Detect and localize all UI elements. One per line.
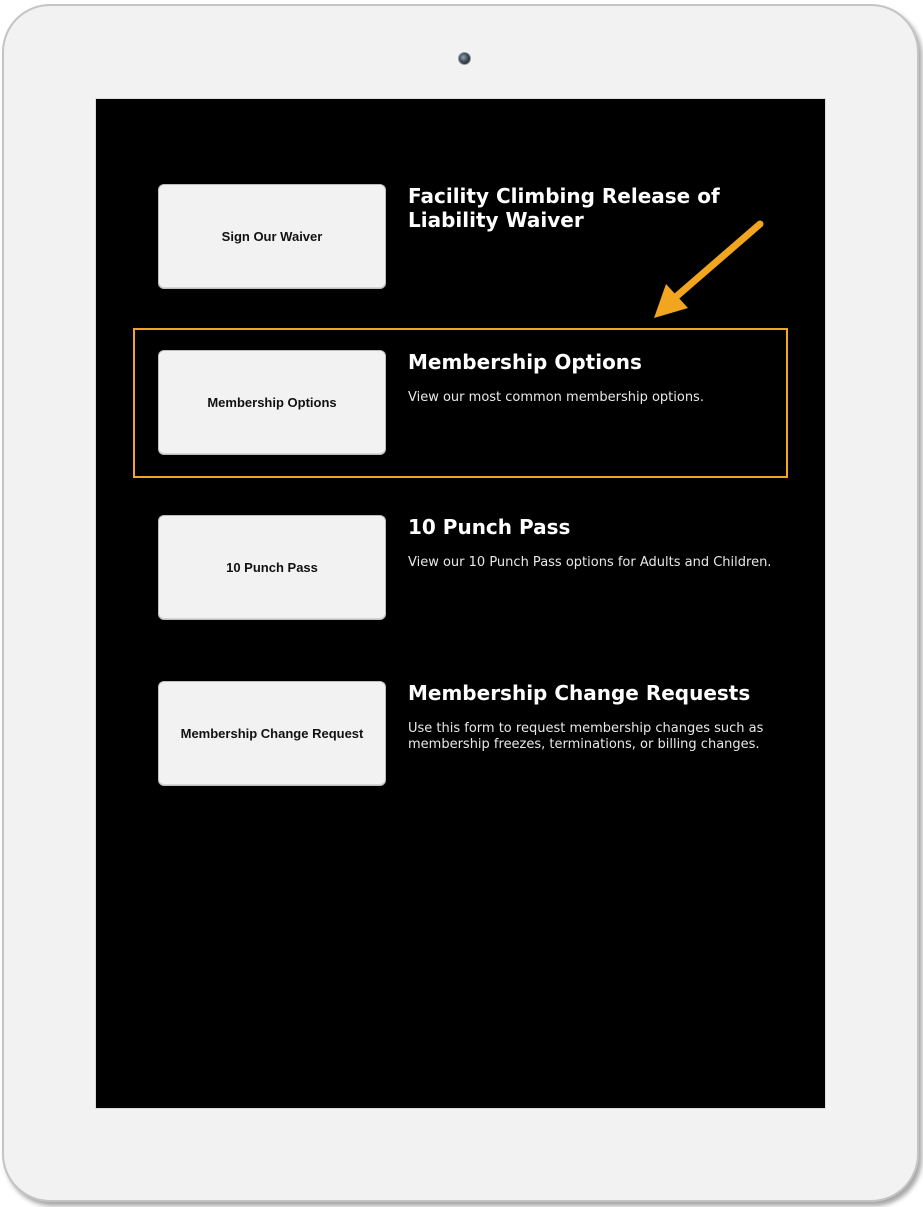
- membership-options-button[interactable]: Membership Options: [158, 350, 386, 455]
- highlight-box: [133, 328, 788, 478]
- membership-options-title: Membership Options: [408, 350, 642, 374]
- arrow-icon: [640, 210, 780, 335]
- membership-change-description: Use this form to request membership changes such as membership freezes, terminations, or billing changes.: [408, 721, 764, 752]
- punch-pass-button[interactable]: 10 Punch Pass: [158, 515, 386, 620]
- camera-icon: [458, 52, 471, 65]
- membership-options-description: View our most common membership options.: [408, 390, 704, 405]
- waiver-title: Facility Climbing Release of Liability Waiver: [408, 184, 720, 232]
- membership-change-title: Membership Change Requests: [408, 681, 751, 705]
- membership-change-request-button[interactable]: Membership Change Request: [158, 681, 386, 786]
- sign-waiver-button[interactable]: Sign Our Waiver: [158, 184, 386, 289]
- punch-pass-title: 10 Punch Pass: [408, 515, 571, 539]
- punch-pass-description: View our 10 Punch Pass options for Adults and Children.: [408, 555, 772, 570]
